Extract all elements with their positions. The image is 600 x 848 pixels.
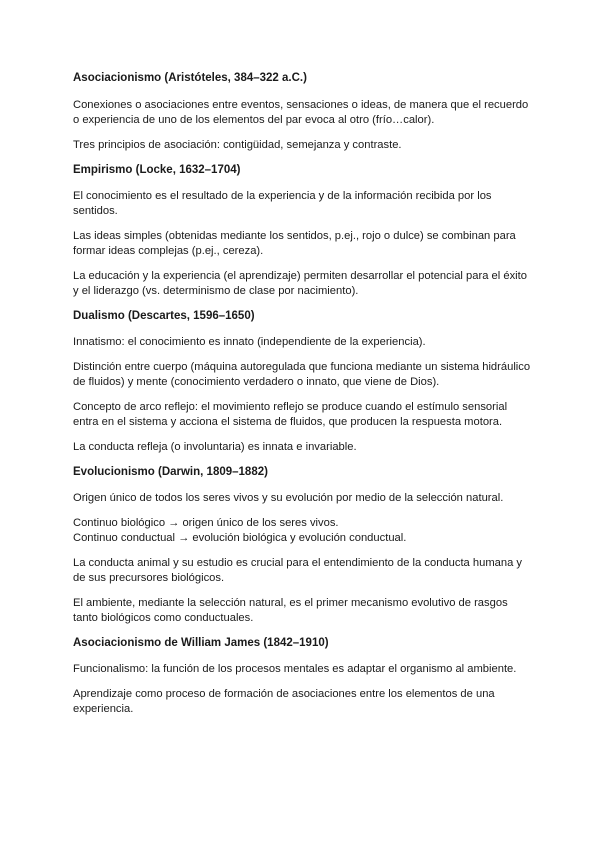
paragraph: Concepto de arco reflejo: el movimiento reflejo se produce cuando el estímulo sensorial entra en el sistema y acciona el sistema de fluidos, que producen la respuesta motora. <box>73 401 508 428</box>
paragraph: Conexiones o asociaciones entre eventos, sensaciones o ideas, de manera que el recuerdo o experiencia de uno de los elementos del par evoca al otro (frío…calor). <box>73 99 529 126</box>
paragraph: Origen único de todos los seres vivos y su evolución por medio de la selección natural. <box>73 492 504 504</box>
paragraph: La conducta refleja (o involuntaria) es innata e invariable. <box>73 441 357 453</box>
paragraph: El conocimiento es el resultado de la experiencia y de la información recibida por los sentidos. <box>73 190 492 217</box>
document-page <box>73 71 533 727</box>
section-heading: Empirismo (Locke, 1632–1704) <box>73 164 241 176</box>
section-evolucionismo <box>73 465 533 626</box>
paragraph: Continuo biológico → origen único de los seres vivos. Continuo conductual → evolución biológica y evolución conductual. <box>73 517 407 544</box>
paragraph: Innatismo: el conocimiento es innato (independiente de la experiencia). <box>73 336 426 348</box>
section-dualismo <box>73 309 533 455</box>
section-asociacionismo <box>73 71 533 153</box>
paragraph: Distinción entre cuerpo (máquina autoregulada que funciona mediante un sistema hidráulico de fluidos) y mente (conocimiento verdadero o innato, que viene de Dios). <box>73 361 531 388</box>
paragraph: La conducta animal y su estudio es crucial para el entendimiento de la conducta humana y de sus precursores biológicos. <box>73 557 523 584</box>
section-william-james <box>73 636 533 717</box>
section-heading: Dualismo (Descartes, 1596–1650) <box>73 310 255 322</box>
paragraph: Las ideas simples (obtenidas mediante los sentidos, p.ej., rojo o dulce) se combinan para formar ideas complejas (p.ej., cereza). <box>73 230 516 257</box>
paragraph: El ambiente, mediante la selección natural, es el primer mecanismo evolutivo de rasgos tanto biológicos como conductuales. <box>73 597 508 624</box>
paragraph: Funcionalismo: la función de los procesos mentales es adaptar el organismo al ambiente. <box>73 663 517 675</box>
section-heading: Evolucionismo (Darwin, 1809–1882) <box>73 466 268 478</box>
section-heading: Asociacionismo (Aristóteles, 384–322 a.C.) <box>73 72 307 84</box>
section-heading: Asociacionismo de William James (1842–1910) <box>73 637 329 649</box>
paragraph: La educación y la experiencia (el aprendizaje) permiten desarrollar el potencial para el éxito y el liderazgo (vs. determinismo de clase por nacimiento). <box>73 270 527 297</box>
paragraph: Aprendizaje como proceso de formación de asociaciones entre los elementos de una experiencia. <box>73 688 495 715</box>
paragraph: Tres principios de asociación: contigüidad, semejanza y contraste. <box>73 139 402 151</box>
section-empirismo <box>73 163 533 299</box>
